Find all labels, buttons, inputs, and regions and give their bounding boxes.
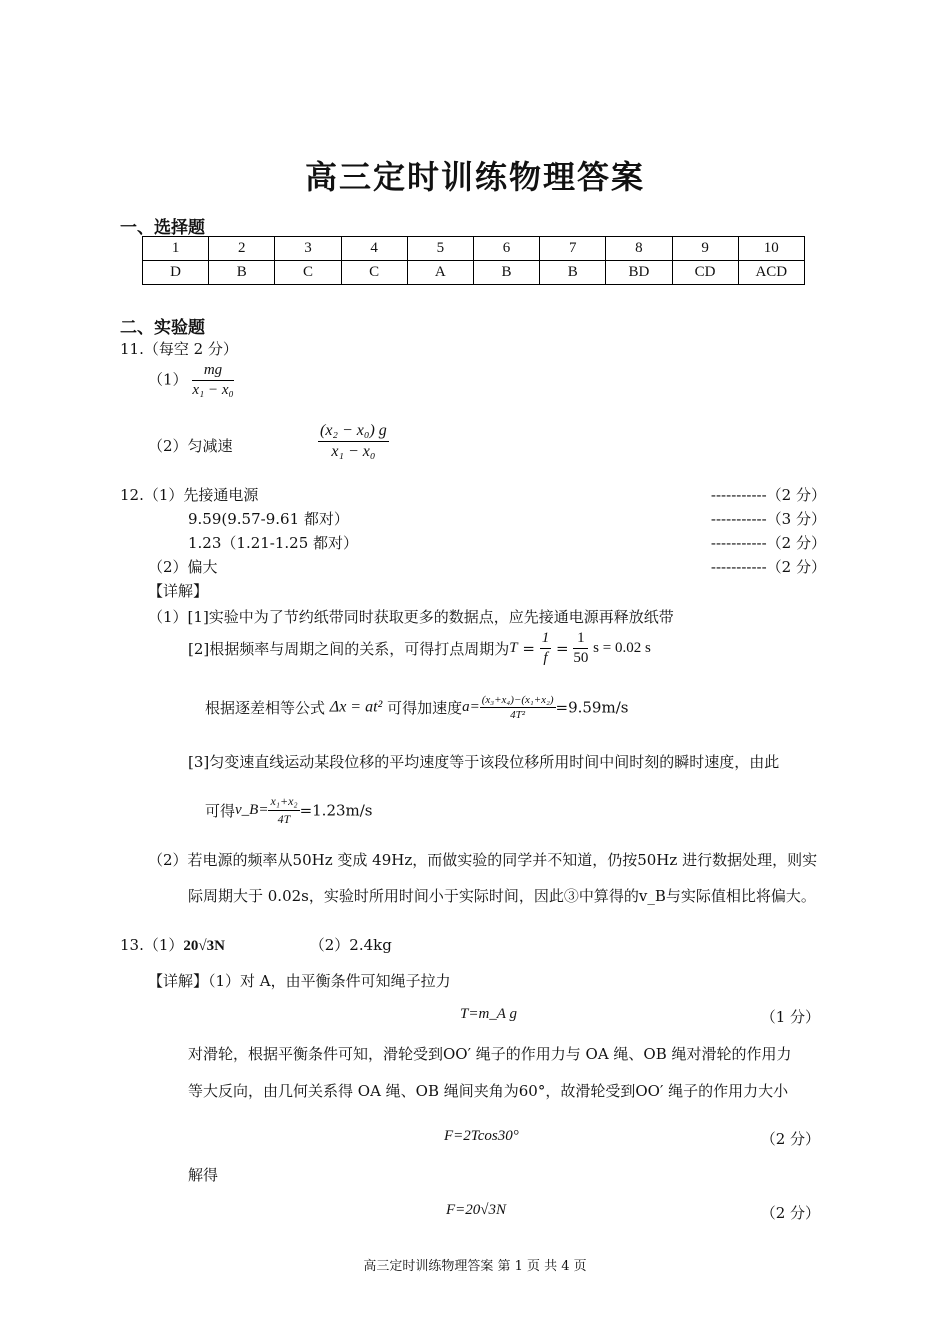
q13-text-2: 等大反向，由几何关系得 OA 绳、OB 绳间夹角为60°，故滑轮受到OO′ 绳子的作用力大小 [188,1082,789,1100]
acceleration-symbol: a= [462,699,480,715]
answer-table-answer-row [143,261,805,285]
difference-formula: Δx = at² [329,698,383,716]
fraction-1-over-f [540,630,552,667]
fraction-numerator: 1 [540,630,552,649]
question-number-cell: 8 [606,237,672,261]
acceleration-fraction [480,694,556,721]
answer-cell: D [143,261,209,285]
fraction-denominator: 4T² [510,709,526,721]
period-result: s = 0.02 s [593,640,651,656]
q12-line4: （2）偏大 [148,558,218,576]
velocity-symbol: v_B= [235,802,269,818]
q11-label: 11.（每空 2 分） [120,340,238,358]
q13-text-1: 对滑轮，根据平衡条件可知，滑轮受到OO′ 绳子的作用力与 OA 绳、OB 绳对滑轮的作用力 [188,1045,792,1063]
page-footer: 高三定时训练物理答案 第 1 页 共 4 页 [363,1259,587,1274]
question-number-cell: 6 [473,237,539,261]
fraction [318,422,389,461]
q13-equation-2: F=2Tcos30° [444,1128,519,1144]
fraction-denominator: 50 [573,650,589,666]
q12-detail-5 [205,794,373,827]
q12-score2: -----------（3 分） [710,510,826,528]
answer-cell: C [275,261,341,285]
q13-equation-3: F=20√3N [446,1202,507,1218]
answer-cell: C [341,261,407,285]
q12-detail-2-text: [2]根据频率与周期之间的关系，可得打点周期为 [188,640,510,658]
q12-detail-4: [3]匀变速直线运动某段位移的平均速度等于该段位移所用时间中间时刻的瞬时速度，由此 [188,753,780,771]
fraction-denominator: x₁ − x₀ [192,382,234,398]
q12-detail-3-mid: 可得加速度 [387,699,463,717]
q13-answer-1: 20√3N [183,938,225,954]
question-number-cell: 2 [209,237,275,261]
question-number-cell: 4 [341,237,407,261]
q13-equation-2-score: （2 分） [760,1130,820,1148]
answer-cell: B [209,261,275,285]
q11-part2-fraction [318,422,389,461]
q13-equation-1: T=m_A g [460,1006,517,1022]
fraction-1-over-50 [573,630,588,667]
q11-part1 [148,362,234,399]
q13-answer-2: （2）2.4kg [309,936,392,954]
fraction-numerator: (x₃+x₄)−(x₁+x₂) [481,694,554,706]
q12-detail-heading: 【详解】 [148,582,209,600]
question-number-cell: 5 [407,237,473,261]
velocity-fraction [268,794,299,827]
q12-score3: -----------（2 分） [710,534,826,552]
fraction-denominator: x₁ − x₀ [331,443,376,460]
fraction-numerator: mg [192,362,233,381]
q12-detail-6: （2）若电源的频率从50Hz 变成 49Hz，而做实验的同学并不知道，仍按50Hz 进行数据处理，则实 [148,851,818,869]
fraction-numerator: 1 [573,630,588,649]
question-number-cell: 7 [540,237,606,261]
question-number-cell: 3 [275,237,341,261]
q12-detail-5-text: 可得 [205,802,236,820]
answer-cell: ACD [738,261,804,285]
section-experiment-heading: 二、实验题 [120,318,205,338]
q11-part1-label: （1） [148,370,188,389]
q12-detail-3-text: 根据逐差相等公式 [205,699,326,717]
answer-cell: B [540,261,606,285]
answer-cell: BD [606,261,672,285]
q12-detail-3 [205,694,628,721]
q13-equation-1-score: （1 分） [760,1008,820,1026]
fraction-numerator: (x₂ − x₀) g [318,422,389,442]
acceleration-result: =9.59m/s [555,698,629,717]
q12-line3: 1.23（1.21-1.25 都对） [188,534,359,552]
question-number-cell: 1 [143,237,209,261]
q13-label: 13.（1） [120,936,184,954]
question-number-cell: 9 [672,237,738,261]
answer-cell: B [473,261,539,285]
q13-detail: 【详解】（1）对 A，由平衡条件可知绳子拉力 [148,972,451,990]
fraction-denominator: 4T [277,812,291,826]
q12-score4: -----------（2 分） [710,558,826,576]
q12-detail-2: [2]根据频率与周期之间的关系，可得打点周期为T = $\frac{1}{f}$ = $\frac{1}{50}$ s = 0.02 s [188,630,651,666]
q13-text-3: 解得 [188,1166,219,1184]
page-title: 高三定时训练物理答案 [304,158,645,196]
answer-cell: CD [672,261,738,285]
q12-score1: -----------（2 分） [710,486,826,504]
q12-detail-1: （1）[1]实验中为了节约纸带同时获取更多的数据点，应先接通电源再释放纸带 [148,608,674,626]
q12-line1: 12.（1）先接通电源 [120,486,259,504]
question-number-cell: 10 [738,237,804,261]
period-symbol: T [509,640,518,656]
q12-detail-7: 际周期大于 0.02s，实验时所用时间小于实际时间，因此③中算得的v_B与实际值相比将偏大。 [188,887,816,905]
answer-table [142,236,805,285]
answer-cell: A [407,261,473,285]
q13-answers [120,934,392,955]
q12-line2: 9.59(9.57-9.61 都对） [188,510,349,528]
fraction-denominator: f [543,650,548,666]
q11-part2-label: （2）匀减速 [148,437,233,455]
fraction-numerator: x₁+x₂ [268,794,299,811]
velocity-result: =1.23m/s [299,801,373,820]
section-choice-heading: 一、选择题 [120,218,205,238]
answer-table-number-row [143,237,805,261]
q13-equation-3-score: （2 分） [760,1204,820,1222]
q11-part1-fraction [192,362,233,399]
